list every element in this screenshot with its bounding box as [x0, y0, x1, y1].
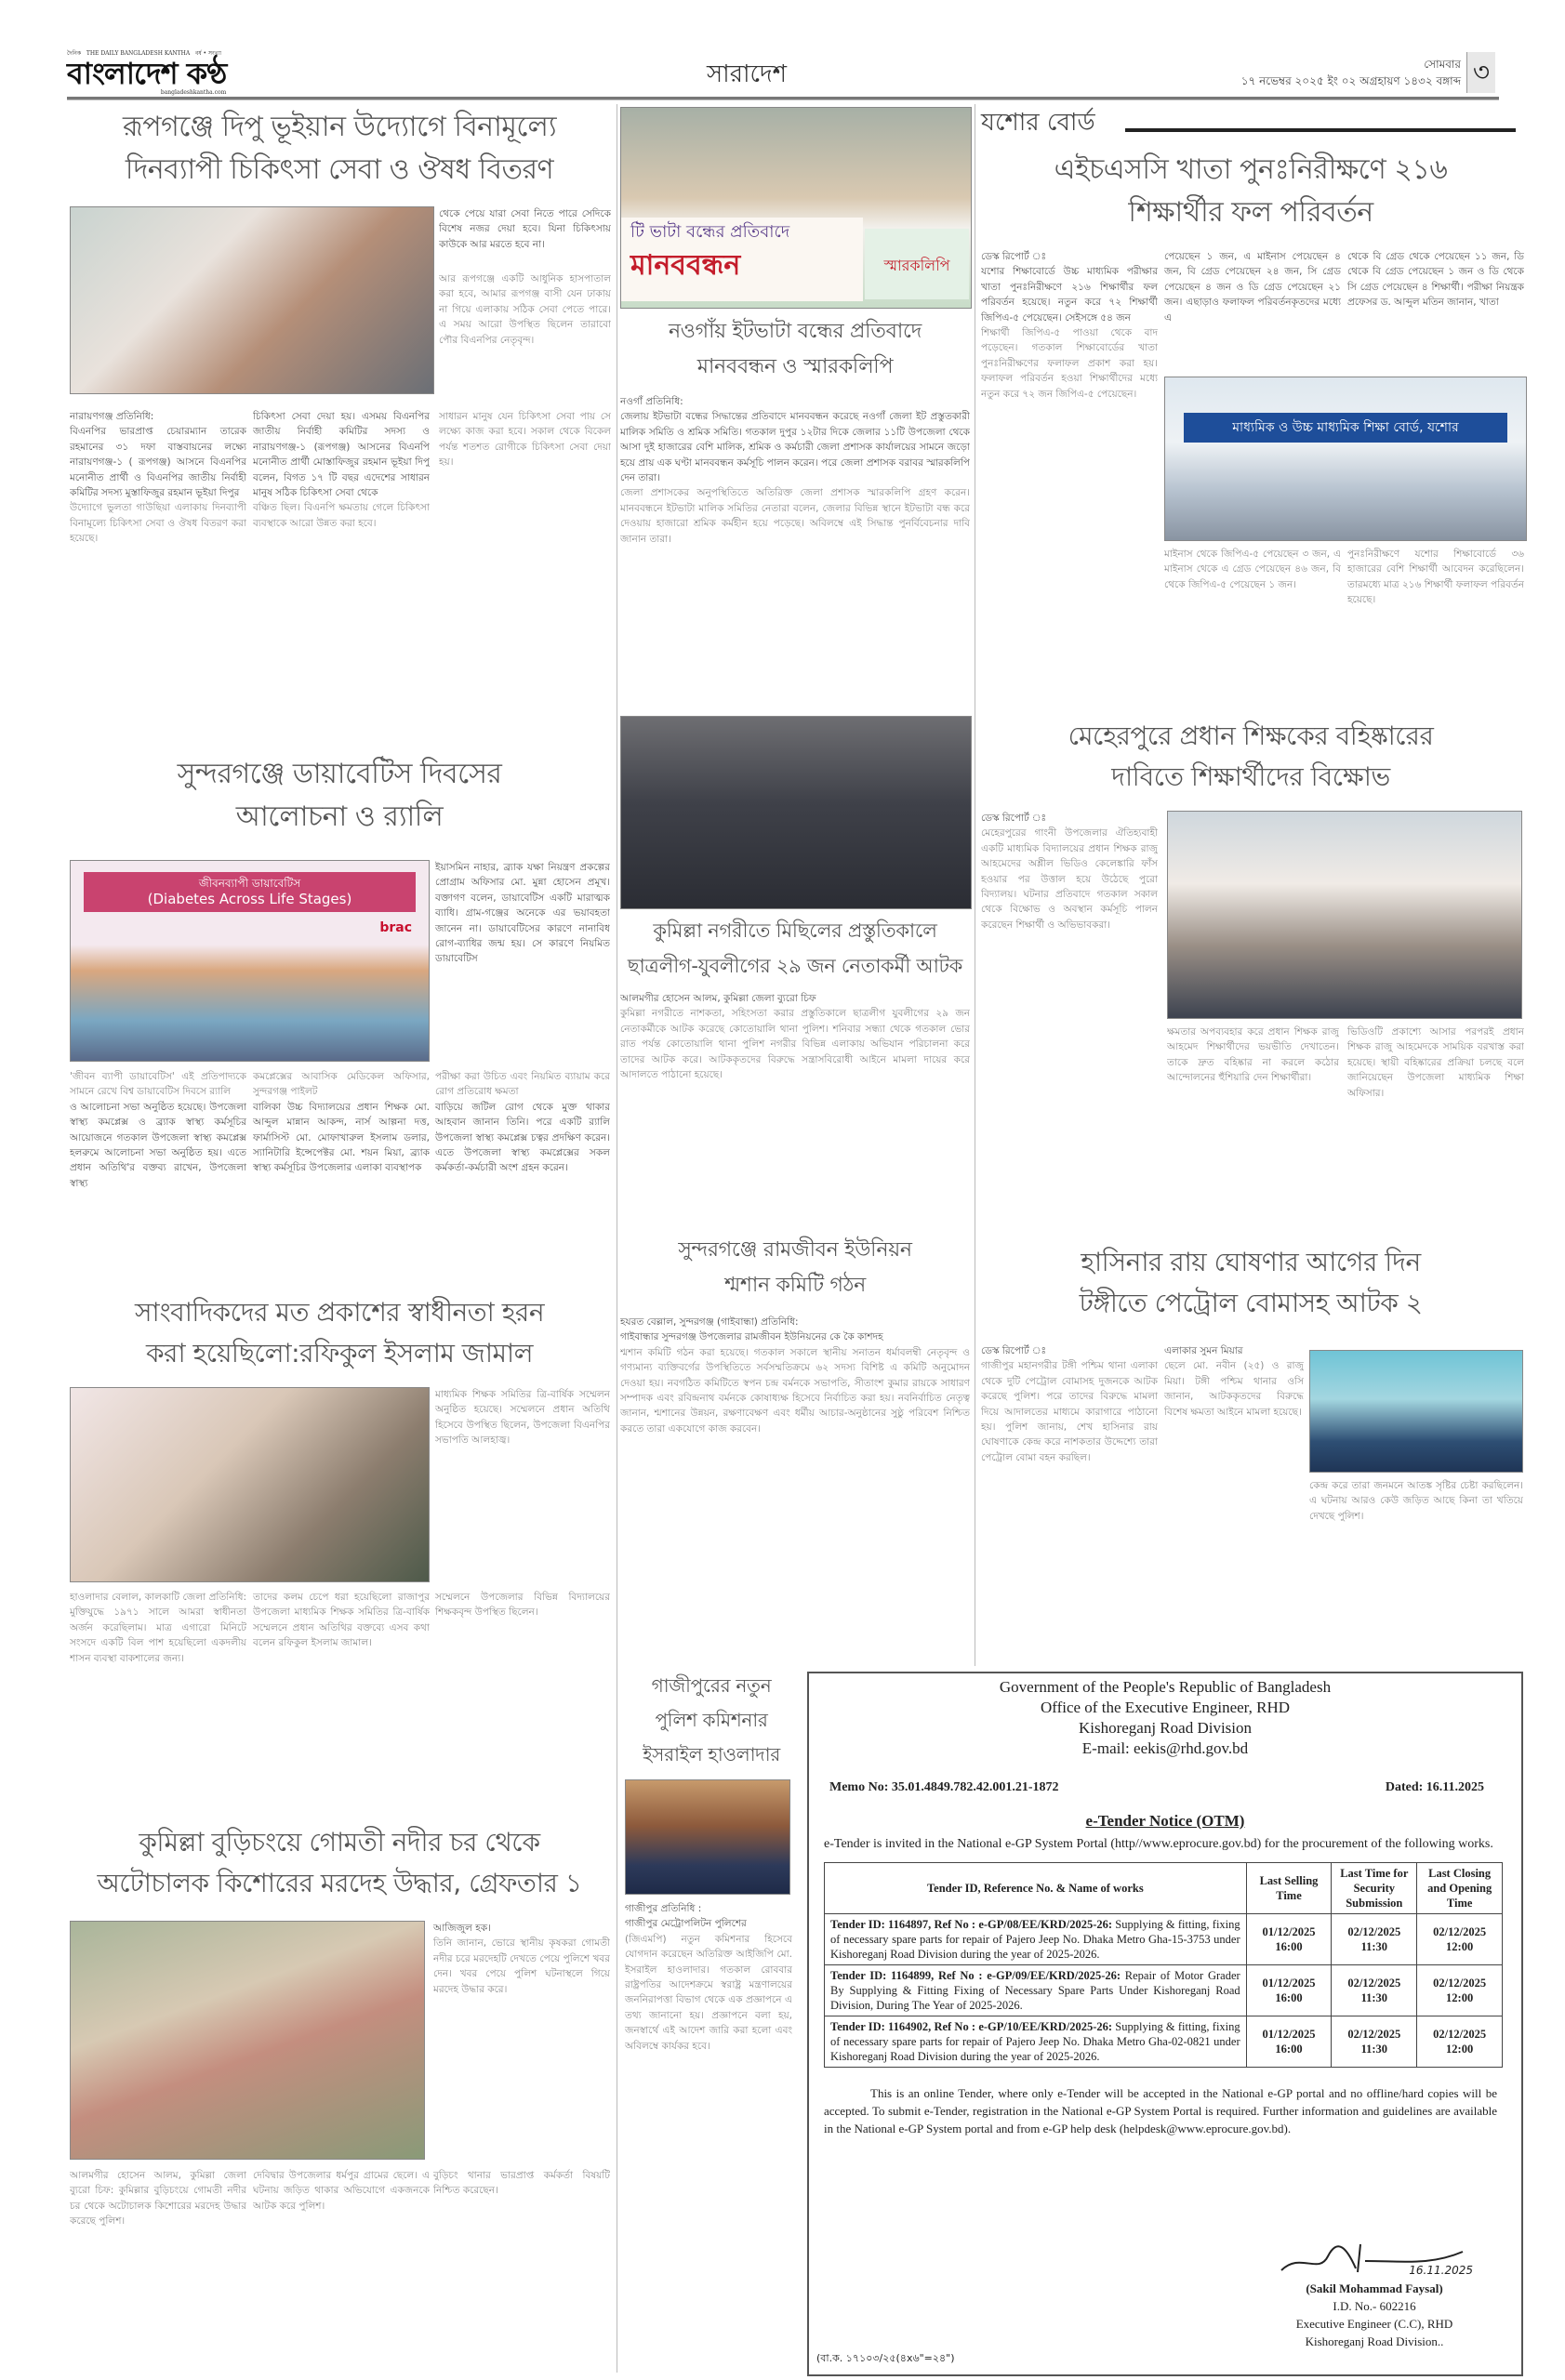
masthead-logo: [67, 50, 226, 97]
photo-river-bank: [70, 1921, 425, 2160]
article-body-journalists-3: মাধ্যমিক শিক্ষক সমিতির ত্রি-বার্ষিক সম্মেলন অনুষ্ঠিত হয়েছে। সম্মেলনে প্রধান অতিথি হিসেবে উপস্থিত ছিলেন, উপজেলা বিএনপির সভাপতি আলহাজ্ব।: [435, 1389, 610, 1447]
headline-meherpur[interactable]: মেহেরপুরে প্রধান শিক্ষকের বহিষ্কারের দাবিতে শিক্ষার্থীদের বিক্ষোভ: [1068, 721, 1434, 792]
tender-email-link[interactable]: eekis@rhd.gov.bd: [1134, 1739, 1249, 1757]
col-header: Last Selling Time: [1246, 1863, 1332, 1914]
article-body-journalists-4: সম্মেলনে উপজেলার বিভিন্ন বিদ্যালয়ের শিক্ষকবৃন্দ উপস্থিত ছিলেন।: [435, 1592, 610, 1619]
tender-division: Kishoreganj Road Division: [1078, 1719, 1253, 1737]
signer-id: I.D. No.- 602216: [1333, 2299, 1416, 2313]
selling-time: 01/12/2025 16:00: [1246, 1914, 1332, 1965]
article-body-rupganj-2: চিকিৎসা সেবা দেয়া হয়। এসময় বিএনপির জাতীয় নির্বাহী কমিটির সদস্য ও নারায়ণগঞ্জ-১ (রূপগঞ্জ) আসনের বিএনপি মনোনীত প্রার্থী মোস্তাফিজুর রহমান ভূইয়া দিপু বলেন, বিগত ১৭ টি বছর এদেশের সাধারন মানুষ সঠিক চিকিৎসা সেবা থেকে বঞ্চিত ছিল। বিএনপি ক্ষমতায় গেলে চিকিৎসা ব্যবস্থাকে আরো উন্নত করা হবে।: [253, 411, 430, 529]
headline-gazipur[interactable]: গাজীপুরের নতুন পুলিশ কমিশনার ইসরাইল হাওলাদার: [643, 1674, 780, 1765]
tender-notice: [807, 1672, 1523, 2376]
masthead-title: বাংলাদেশ কণ্ঠ: [67, 56, 227, 91]
tender-intro: e-Tender is invited in the National e-GP System Portal (http//www.eprocure.gov.bd) for the procurement of the following works.: [824, 1837, 1493, 1851]
article-body-journalists-1: হাওলাদার বেলাল, কালকাটি জেলা প্রতিনিধি: মুক্তিযুদ্ধে ১৯৭১ সালে আমরা স্বাধীনতা অর্জন করেছিলাম। মাত্র এগারো মিনিটে সংসদে একটি বিল পাশ হয়েছিলো একদলীয় শাসন ব্যবস্থা বাকশালের জন্য।: [70, 1592, 246, 1664]
article-body-jessore-2: পেয়েছেন ১ জন, এ মাইনাস পেয়েছেন ৪ জন, বি গ্রেড পেয়েছেন ২৪ জন, সি গ্রেড পেয়েছেন ৪ জন ও ডি গ্রেড পেয়েছেন ২১ জন। এছাড়াও ফলাফল পরিবর্তনকৃতদের মধ্যে এ: [1164, 251, 1341, 324]
headline-ramjiban[interactable]: সুন্দরগঞ্জে রামজীবন ইউনিয়ন শ্মশান কমিটি গঠন: [678, 1238, 912, 1297]
section-title: সারাদেশ: [707, 60, 788, 88]
article-body-diabetes-3: ইয়াসমিন নাহার, ব্র্যাক যক্ষা নিয়ন্ত্রণ প্রকল্পের প্রোগ্রাম অফিসার মো. মুন্না হোসেন প্রমূখ। বক্তাগণ বলেন, ডায়াবেটিস একটি মারাত্মক ব্যাধি। গ্রাম-গঞ্জের অনেকে এর ভয়াবহতা জানেন না। ডায়াবেটিসের কারণে নানাবিধ রোগ-ব্যাধির জন্ম হয়। সে কারণে নিয়মিত ডায়াবেটিস: [435, 862, 610, 965]
signature-icon: [1272, 2242, 1477, 2280]
article-body-jessore-1: ডেস্ক রিপোর্ট ঃ যশোর শিক্ষাবোর্ডে উচ্চ মাধ্যমিক পরীক্ষার খাতা পুনঃনিরীক্ষণে ২১৬ শিক্ষার্থীর ফল পরিবর্তন হয়েছে। নতুন করে ৭২ শিক্ষার্থী জিপিএ-৫ পেয়েছেন। সেইসঙ্গে ৫৪ জন শিক্ষার্থী জিপিএ-৫ পাওয়া থেকে বাদ পড়েছেন। গতকাল শিক্ষাবোর্ডের খাতা পুনঃনিরীক্ষণের ফলাফল প্রকাশ করা হয়। ফলাফল পরিবর্তন হওয়া শিক্ষার্থীদের মধ্যে নতুন করে ৭২ জন জিপিএ-৫ পেয়েছেন।: [981, 251, 1158, 400]
board-sign: মাধ্যমিক ও উচ্চ মাধ্যমিক শিক্ষা বোর্ড, যশোর: [1184, 413, 1507, 443]
tender-email: E-mail: eekis@rhd.gov.bd: [1081, 1739, 1249, 1757]
photo-meherpur-protest: [1167, 811, 1522, 1019]
article-body-jessore-3: থেকে বি গ্রেড থেকে পেয়েছেন ১১ জন, ডি থেকে বি গ্রেড পেয়েছেন ১ জন ও ডি থেকে সি গ্রেড পেয়েছেন ৪ শিক্ষার্থী। পরীক্ষা নিয়ন্ত্রক প্রফেসর ড. আব্দুল মতিন জানান, খাতা: [1347, 251, 1524, 309]
photo-arrested-group: [620, 716, 972, 909]
tender-row: [825, 2016, 1503, 2068]
selling-time: 01/12/2025 16:00: [1246, 2016, 1332, 2068]
tender-title: e-Tender Notice (OTM): [1085, 1812, 1245, 1830]
headline-tongi[interactable]: হাসিনার রায় ঘোষণার আগের দিন টঙ্গীতে পেট্রোল বোমাসহ আটক ২: [1079, 1247, 1423, 1318]
tender-work: Supplying & fitting, fixing of necessary spare parts for repair of Pajero Jeep No. Dhaka Metro Gha-02-0821 under Kishoreganj Road Division during the year of 2025-2026.: [830, 2020, 1240, 2063]
tender-id: Tender ID: 1164899, Ref No : e-GP/09/EE/KRD/2025-26:: [830, 1969, 1121, 1982]
tender-gov: Government of the People's Republic of Bangladesh: [999, 1678, 1332, 1696]
article-body-burichang-4: বুড়িচং থানার ভারপ্রাপ্ত কর্মকর্তা বিষয়টি নিশ্চিত করেছেন।: [433, 2170, 610, 2197]
weekday: সোমবার: [1424, 58, 1461, 71]
headline-naogaon[interactable]: নওগাঁয় ইটভাটা বন্ধের প্রতিবাদে মানববন্ধন ও স্মারকলিপি: [668, 320, 922, 378]
article-body-burichang-2: আজিজুল হক। তিনি জানান, ভোরে স্থানীয় কৃষকরা গোমতী নদীর চরে মরদেহটি দেখতে পেয়ে পুলিশে খবর দেন। খবর পেয়ে পুলিশ ঘটনাস্থলে গিয়ে মরদেহ উদ্ধার করে।: [433, 1923, 610, 1995]
tender-row: [825, 1914, 1503, 1965]
photo-banner: জীবনব্যাপী ডায়াবেটিস (Diabetes Across Life Stages): [84, 872, 416, 912]
signature-date: 16.11.2025: [1409, 2264, 1473, 2277]
tender-id: Tender ID: 1164902, Ref No : e-GP/10/EE/KRD/2025-26:: [830, 2020, 1113, 2033]
closing-time: 02/12/2025 12:00: [1417, 2016, 1503, 2068]
article-body-meherpur-2: ক্ষমতার অপব্যবহার করে প্রধান শিক্ষক রাজু আহমেদ শিক্ষার্থীদের ভয়ভীতি দেখাতেন। তাকে দ্রুত বহিষ্কার না করলে কঠোর আন্দোলনের হুঁশিয়ারি দেন শিক্ষার্থীরা।: [1167, 1026, 1339, 1084]
article-body-naogaon: নওগাঁ প্রতিনিধি: জেলায় ইটভাটা বন্ধের সিদ্ধান্তের প্রতিবাদে মানববন্ধন করেছে নওগাঁ জেলা ইট প্রস্তুতকারী মালিক সমিতি ও শ্রমিক সমিতি। গতকাল দুপুর ১২টার দিকে জেলার ১১টি উপজেলা থেকে আসা দুই হাজারের বেশি মালিক, শ্রমিক ও কর্মচারী জেলা প্রশাসক কার্যালয়ের সামনে জড়ো হয়ে প্রায় এক ঘণ্টা মানববন্ধন কর্মসূচি পালন করেন। পরে জেলা প্রশাসক বরাবর স্মারকলিপি দেন তারা। জেলা প্রশাসকের অনুপস্থিতিতে অতিরিক্ত জেলা প্রশাসক স্মারকলিপি গ্রহণ করেন। মানববন্ধনে ইটভাটা মালিক সমিতির নেতারা বলেন, জেলার বিভিন্ন স্থানে ইটভাটা বন্ধ করে দেওয়ায় হাজারো শ্রমিক কর্মহীন হয়ে পড়েছে। অবিলম্বে এই সিদ্ধান্ত পুনর্বিবেচনার দাবি জানান তারা।: [620, 396, 970, 545]
ad-code: (বা.ক. ১৭১০৩/২৫(৪x৬"=২৪"): [816, 2352, 955, 2364]
masthead-url: bangladeshkantha.com: [160, 89, 227, 96]
headline-jessore[interactable]: এইচএসসি খাতা পুনঃনিরীক্ষণে ২১৬ শিক্ষার্থীর ফল পরিবর্তন: [1054, 153, 1448, 229]
signer-division: Kishoreganj Road Division..: [1305, 2334, 1444, 2348]
closing-time: 02/12/2025 12:00: [1417, 1965, 1503, 2016]
col-header: Last Closing and Opening Time: [1417, 1863, 1503, 1914]
signer-name: (Sakil Mohammad Faysal): [1306, 2281, 1443, 2295]
article-body-jessore-4: মাইনাস থেকে জিপিএ-৫ পেয়েছেন ৩ জন, এ মাইনাস থেকে এ গ্রেড পেয়েছেন ৪৬ জন, বি থেকে জিপিএ-৫ পেয়েছেন ১ জন।: [1164, 549, 1341, 590]
photo-medical-camp: [70, 206, 434, 394]
signer-title: Executive Engineer (C.C), RHD: [1295, 2317, 1453, 2331]
col-header: Last Time for Security Submission: [1332, 1863, 1417, 1914]
article-body-comilla: আলমগীর হোসেন আলম, কুমিল্লা জেলা ব্যুরো চিফ কুমিল্লা নগরীতে নাশকতা, সহিংসতা করার প্রস্তুতিকালে ছাত্রলীগ যুবলীগের ২৯ জন নেতাকর্মীকে আটক করেছে কোতোয়ালি থানা পুলিশ। শনিবার সন্ধ্যা থেকে গতকাল ভোর রাত পর্যন্ত কোতোয়ালি থানা পুলিশ নগরীর বিভিন্ন এলাকায় অভিযান পরিচালনা করে তাদের আটক করে। আটককৃতদের বিরুদ্ধে সন্ত্রাসবিরোধী আইনে মামলা দায়ের করে আদালতে পাঠানো হয়েছে।: [620, 993, 970, 1081]
article-body-diabetes-1: 'জীবন ব্যাপী ডায়াবেটিস' এই প্রতিপাদ্যকে সামনে রেখে বিশ্ব ডায়াবেটিস দিবসে র‌্যালি ও আলোচনা সভা অনুষ্ঠিত হয়েছে। উপজেলা স্বাস্থ্য কমপ্লেক্স ও ব্র্যাক স্বাস্থ্য কর্মসূচির আয়োজনে গতকাল উপজেলা স্বাস্থ্য কমপ্লেক্স হলরুমে আলোচনা সভা অনুষ্ঠিত হয়। এতে প্রধান অতিথি'র বক্তব্য রাখেন, উপজেলা স্বাস্থ্য: [70, 1071, 246, 1189]
article-body-rupganj-1: নারায়ণগঞ্জ প্রতিনিধি: বিএনপির ভারপ্রাপ্ত চেয়ারম্যান তারেক রহমানের ৩১ দফা বাস্তবায়নের লক্ষ্যে নারায়ণগঞ্জ-১ ( রূপগঞ্জ) আসনে বিএনপির মনোনীত প্রার্থী ও বিএনপির জাতীয় নির্বাহী কমিটির সদস্য মুস্তাফিজুর রহমান ভূইয়া দিপুর উদ্যোগে ভুলতা গাউছিয়া এলাকায় দিনব্যাপী বিনামূল্যে চিকিৎসা সেবা ও ঔষধ বিতরণ করা হয়েছে।: [70, 411, 246, 545]
article-body-burichang-3: দেবিদ্বার উপজেলার ধর্মপুর গ্রামের ছেলে। এ ঘটনায় জড়িত থাকার অভিযোগে একজনকে আটক করে পুলিশ।: [253, 2170, 430, 2212]
kicker-rule: [1125, 128, 1516, 132]
headline-journalists[interactable]: সাংবাদিকদের মত প্রকাশের স্বাধীনতা হরন করা হয়েছিলো:রফিকুল ইসলাম জামাল: [134, 1297, 545, 1368]
date-line: ১৭ নভেম্বর ২০২৫ ইং ০২ অগ্রহায়ণ ১৪৩২ বঙ্গাব্দ: [1240, 74, 1461, 87]
article-body-burichang-1: আলমগীর হোসেন আলম, কুমিল্লা জেলা ব্যুরো চিফ: কুমিল্লার বুড়িচংয়ে গোমতী নদীর চর থেকে অটোচালক কিশোরের মরদেহ উদ্ধার করেছে পুলিশ।: [70, 2170, 246, 2228]
selling-time: 01/12/2025 16:00: [1246, 1965, 1332, 2016]
security-time: 02/12/2025 11:30: [1332, 1914, 1417, 1965]
brac-logo: brac: [379, 920, 412, 935]
memo-number: Memo No: 35.01.4849.782.42.001.21-1872: [829, 1780, 1059, 1794]
banner-text: স্মারকলিপি: [865, 229, 969, 299]
article-body-meherpur-3: ভিডিওটি প্রকাশ্যে আসার পরপরই প্রধান শিক্ষক রাজু আহমেদকে সাময়িক বরখাস্ত করা হয়েছে। স্থায়ী বহিষ্কারের প্রক্রিয়া চলছে বলে জানিয়েছেন উপজেলা মাধ্যমিক শিক্ষা অফিসার।: [1347, 1026, 1524, 1099]
tender-table: [824, 1862, 1503, 2068]
masthead-tagline: দৈনিক THE DAILY BANGLADESH KANTHA বর্ষ • সংখ্যা: [67, 50, 221, 57]
photo-diabetes-meeting: [70, 860, 430, 1062]
article-body-rupganj-4: আর রূপগঞ্জে একটি আধুনিক হাসপাতাল করা হবে, আমার রূপগঞ্জ বাসী যেন ঢাকায় না গিয়ে এলাকায় সঠিক সেবা পেতে পারে। এ সময় আরো উপস্থিত ছিলেন তারাবো পৌর বিএনপির নেতৃবৃন্দ।: [439, 273, 611, 346]
headline-rupganj[interactable]: রূপগঞ্জে দিপু ভূইয়ান উদ্যোগে বিনামূল্যে দিনব্যাপী চিকিৎসা সেবা ও ঔষধ বিতরণ: [122, 111, 557, 186]
photo-arrested-persons: [1309, 1350, 1523, 1473]
security-time: 02/12/2025 11:30: [1332, 2016, 1417, 2068]
article-body-journalists-2: তাদের কলম চেপে ধরা হয়েছিলো রাজাপুর উপজেলা মাধ্যমিক শিক্ষক সমিতির ত্রি-বার্ষিক সম্মেলনে প্রধান অতিথির বক্তব্যে এসব কথা বলেন রফিকুল ইসলাম জামাল।: [253, 1592, 430, 1649]
kicker-jessore: যশোর বোর্ড: [981, 109, 1095, 137]
article-body-diabetes-2: কমপ্লেক্সের আবাসিক মেডিকেল অফিসার, সুন্দরগঞ্জ পাইলট বালিকা উচ্চ বিদ্যালয়ের প্রধান শিক্ষক মো. আব্দুল মান্নান আকন্দ, নার্স আল্পনা দত্ত, ফার্মাসিস্ট মো. মোফাখারুল ইসলাম ডলার, স্যানিটারি ইন্সেপেক্টর মো. শয়ন মিয়া, ব্র্যাক স্বাস্থ্য কর্মসূচির উপজেলার এলাকা ব্যবস্থাপক: [253, 1071, 430, 1174]
article-body-meherpur-1: ডেস্ক রিপোর্ট ঃ মেহেরপুরের গাংনী উপজেলার ঐতিহ্যবাহী একটি মাধ্যমিক বিদ্যালয়ের প্রধান শিক্ষক রাজু আহমেদের অশ্লীল ভিডিও কেলেঙ্কারি ফাঁস হওয়ার পর উত্তাল হয়ে উঠেছে পুরো বিদ্যালয়। ঘটনার প্রতিবাদে গতকাল সকাল থেকে বিক্ষোভ ও অবস্থান কর্মসূচি পালন করেছেন শিক্ষার্থী ও অভিভাবকরা।: [981, 813, 1158, 931]
photo-education-board: [1164, 377, 1527, 541]
tender-work: Repair of Motor Grader By Supplying & Fitting Fixing of Necessary Spare Parts Under Kishoreganj Road Division, During The Year of 2025-2026.: [830, 1969, 1240, 2012]
memo-date: Dated: 16.11.2025: [1385, 1780, 1484, 1794]
col-header: Tender ID, Reference No. & Name of works: [825, 1863, 1247, 1914]
tender-row: [825, 1965, 1503, 2016]
tender-table-header: [825, 1863, 1503, 1914]
article-body-rupganj-3: থেকে পেয়ে যারা সেবা নিতে পারে সেদিকে বিশেষ নজর দেয়া হবে। যিনা চিকিৎসায় কাউকে আর মরতে হবে না।: [439, 208, 611, 250]
byline: নারায়ণগঞ্জ প্রতিনিধি:: [70, 411, 154, 422]
article-body-ramjiban: হযরত বেল্লাল, সুন্দরগঞ্জ (গাইবান্ধা) প্রতিনিধি: গাইবান্ধার সুন্দরগঞ্জ উপজেলার রামজীবন ইউনিয়নের কে কৈ কাশদহ শ্মশান কমিটি গঠন করা হয়েছে। গতকাল সকালে স্থানীয় সনাতন ধর্মাবলম্বী নেতৃবৃন্দ ও গণ্যমান্য ব্যক্তিবর্গের উপস্থিতিতে সর্বসম্মতিক্রমে ৬২ সদস্য বিশিষ্ট এ কমিটি অনুমোদন দেওয়া হয়। নবগঠিত কমিটিতে স্বপন চন্দ্র বর্মনকে সভাপতি, সীতাংশ কুমার রায়কে সাধারণ সম্পাদক এবং রবিন্দ্রনাথ বর্মনকে কোষাধ্যক্ষ হিসেবে নির্বাচিত করা হয়। নবনির্বাচিত নেতৃত্ব জানান, শ্মশানের উন্নয়ন, রক্ষণাবেক্ষণ এবং ধর্মীয় আচার-অনুষ্ঠানের সুষ্ঠু পরিবেশ নিশ্চিত করতে তারা একযোগে কাজ করবেন।: [620, 1316, 970, 1435]
header-rule: [67, 97, 1499, 100]
tender-work: Supplying & fitting, fixing of necessary spare parts for repair of Pajero Jeep No. Dhaka Metro Gha-15-3753 under Kishoreganj Road Division during the year of 2025-2026.: [830, 1918, 1240, 1961]
page-number: ৩: [1466, 52, 1495, 93]
date-block: [1241, 56, 1461, 89]
article-body-tongi-3: কেন্দ্র করে তারা জনমনে আতঙ্ক সৃষ্টির চেষ্টা করছিলেন। এ ঘটনায় আরও কেউ জড়িত আছে কিনা তা খতিয়ে দেখছে পুলিশ।: [1309, 1480, 1523, 1522]
headline-burichang[interactable]: কুমিল্লা বুড়িচংয়ে গোমতী নদীর চর থেকে অটোচালক কিশোরের মরদেহ উদ্ধার, গ্রেফতার ১: [97, 1827, 582, 1898]
article-body-rupganj-5: সাধারন মানুষ যেন চিকিৎসা সেবা পায় সে লক্ষ্যে কাজ করা হবে। সকাল থেকে বিকেল পর্যন্ত শতশত রোগীকে চিকিৎসা সেবা দেয়া হয়।: [439, 411, 611, 469]
photo-journalists-event: [70, 1387, 430, 1582]
photo-police-commissioner: [625, 1779, 790, 1895]
article-body-tongi-1: ডেস্ক রিপোর্ট ঃ গাজীপুর মহানগরীর টঙ্গী পশ্চিম থানা এলাকা থেকে দুটি পেট্রোল বোমাসহ দুজনকে আটক করেছে পুলিশ। পরে তাদের বিরুদ্ধে মামলা দিয়ে আদালতের মাধ্যমে কারাগারে পাঠানো হয়। পুলিশ জানায়, শেখ হাসিনার রায় ঘোষণাকে কেন্দ্র করে নাশকতার উদ্দেশ্যে তারা পেট্রোল বোমা বহন করছিল।: [981, 1345, 1158, 1463]
article-body-diabetes-4: পরীক্ষা করা উচিত এবং নিয়মিত ব্যায়াম করে রোগ প্রতিরোধ ক্ষমতা বাড়িয়ে জটিল রোগ থেকে মুক্ত থাকার আহবান জানান তিনি। পরে একটি র‌্যালি উপজেলা স্বাস্থ্য কমপ্লেক্স চত্বর প্রদক্ষিণ করেন। এতে উপজেলা স্বাস্থ্য কমপ্লেক্সের সকল কর্মকর্তা-কর্মচারী অংশ গ্রহন করেন।: [435, 1071, 610, 1174]
article-body-gazipur: গাজীপুর প্রতিনিধি : গাজীপুর মেট্রোপলিটন পুলিশের (জিএমপি) নতুন কমিশনার হিসেবে যোগদান করেছেন অতিরিক্ত আইজিপি মো. ইসরাইল হাওলাদার। গতকাল রোববার রাষ্ট্রপতির আদেশক্রমে স্বরাষ্ট্র মন্ত্রণালয়ের জননিরাপত্তা বিভাগ থেকে এক প্রজ্ঞাপনে এ তথ্য জানানো হয়। প্রজ্ঞাপনে বলা হয়, জনস্বার্থে এই আদেশ জারি করা হলো এবং অবিলম্বে কার্যকর হবে।: [625, 1903, 792, 2052]
headline-comilla-arrest[interactable]: কুমিল্লা নগরীতে মিছিলের প্রস্তুতিকালে ছাত্রলীগ-যুবলীগের ২৯ জন নেতাকর্মী আটক: [627, 919, 963, 977]
security-time: 02/12/2025 11:30: [1332, 1965, 1417, 2016]
article-body-tongi-2: এলাকার সুমন মিয়ার ছেলে মো. নবীন (২৫) ও রাজু মিয়া। টঙ্গী পশ্চিম থানার ওসি জানান, আটককৃতদের বিরুদ্ধে বিশেষ ক্ষমতা আইনে মামলা হয়েছে।: [1164, 1345, 1304, 1418]
tender-id: Tender ID: 1164897, Ref No : e-GP/08/EE/KRD/2025-26:: [830, 1918, 1113, 1931]
banner-text: মানববন্ধন: [630, 249, 741, 282]
photo-naogaon-protest: [620, 107, 972, 309]
banner-text: টি ভাটা বন্ধের প্রতিবাদে: [630, 222, 790, 242]
headline-sundarganj-diabetes[interactable]: সুন্দরগঞ্জে ডায়াবেটিস দিবসের আলোচনা ও র‌্যালি: [177, 758, 502, 833]
tender-office: Office of the Executive Engineer, RHD: [1040, 1699, 1291, 1716]
tender-note: This is an online Tender, where only e-Tender will be accepted in the National e-GP portal and no offline/hard copies will be accepted. To submit e-Tender, registration in the National e-GP System Portal is required. Further information and guidelines are available in the National e-GP System portal and from e-GP help desk (helpdesk@www.eprocure.gov.bd).: [824, 2086, 1497, 2135]
closing-time: 02/12/2025 12:00: [1417, 1914, 1503, 1965]
article-body-jessore-5: পুনঃনিরীক্ষণে যশোর শিক্ষাবোর্ডে ৩৬ হাজারের বেশি শিক্ষার্থী আবেদন করেছিলেন। তারমধ্যে মাত্র ২১৬ শিক্ষার্থী ফলাফল পরিবর্তন হয়েছে।: [1347, 549, 1524, 606]
signature-block: [1272, 2242, 1477, 2350]
